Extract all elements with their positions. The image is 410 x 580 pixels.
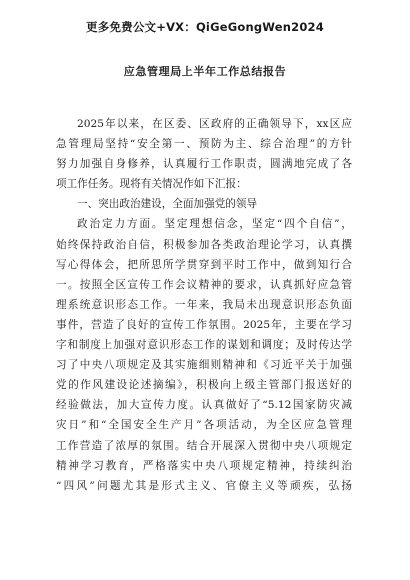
paragraph-2-line-6: 事件，营造了良好的宣传工作氛围。2025年，主要在学习 [56, 318, 352, 331]
paragraph-2-line-13: 精神学习教育，严格落实中央八项规定精神，持续纠治 [56, 459, 352, 472]
paragraph-2-line-12: 工作营造了浓厚的氛围。结合开展深入贯彻中央八项规定 [56, 439, 352, 452]
paragraph-2-line-10: 经验做法，加大宣传力度。认真做好了“5.12国家防灾减 [56, 399, 352, 412]
document-title: 应急管理局上半年工作总结报告 [123, 65, 287, 78]
paragraph-2-line-3: 写心得体会，把所思所学贯穿到平时工作中，做到知行合 [56, 258, 352, 271]
paragraph-1-line-4: 项工作任务。现将有关情况作如下汇报： [56, 178, 247, 191]
paragraph-2-line-9: 党的作风建设论述摘编》，积极向上级主管部门报送好的 [56, 379, 352, 392]
paragraph-2-line-8: 习了中央八项规定及其实施细则精神和《习近平关于加强 [56, 359, 352, 372]
paragraph-2-line-7: 字和制度上加强对意识形态工作的谋划和调度；及时传达学 [56, 339, 352, 352]
promo-header: 更多免费公文+VX：QiGeGongWen2024 [86, 20, 324, 34]
paragraph-1-line-2: 急管理局坚持“安全第一、预防为主、综合治理”的方针 [56, 138, 352, 151]
paragraph-1-line-1: 2025年以来，在区委、区政府的正确领导下，xx区应 [77, 118, 352, 130]
paragraph-2-line-5: 理系统意识形态工作。一年来，我局未出现意识形态负面 [56, 298, 352, 311]
paragraph-2-line-4: 一。按照全区宣传工作会议精神的要求，认真抓好应急管 [56, 278, 352, 291]
paragraph-2-line-11: 灾日”和“全国安全生产月”各项活动，为全区应急管理 [56, 419, 352, 432]
section-heading-1: 一、突出政治建设，全面加强党的领导 [77, 198, 258, 211]
paragraph-2-line-2: 始终保持政治自信，积极参加各类政治理论学习，认真撰 [56, 238, 352, 251]
paragraph-2-line-14: “四风”问题尤其是形式主义、官僚主义等顽疾，弘扬 [56, 479, 352, 492]
document-body [56, 114, 352, 496]
paragraph-1-line-3: 努力加强自身修养，认真履行工作职责，圆满地完成了各 [56, 158, 352, 171]
paragraph-2-line-1: 政治定力方面。坚定理想信念，坚定“四个自信”， [77, 218, 352, 231]
